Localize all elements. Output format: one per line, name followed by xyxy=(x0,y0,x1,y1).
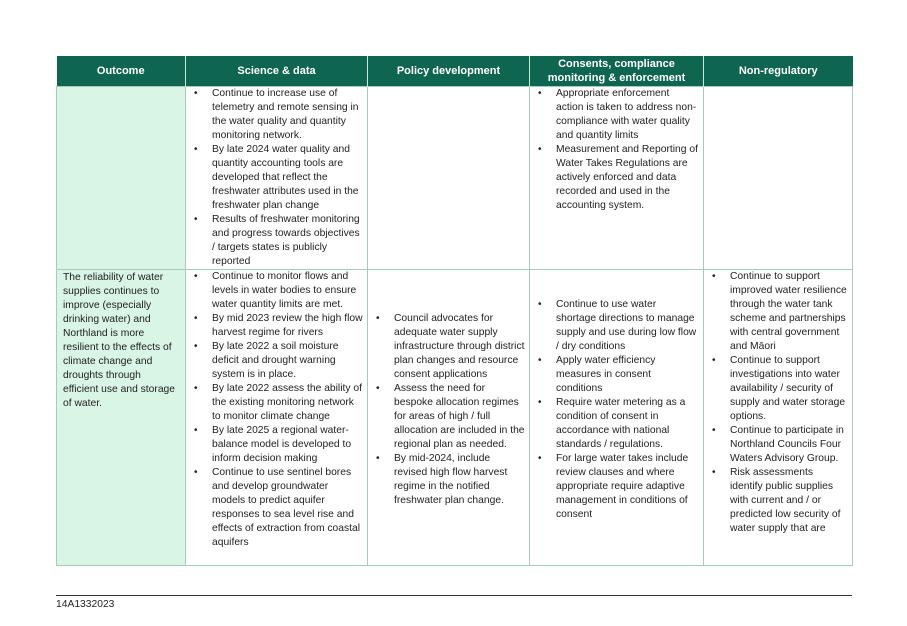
outcome-cell xyxy=(57,87,186,270)
science-data-list xyxy=(186,270,367,550)
header-science-data: Science & data xyxy=(186,56,368,87)
science-data-cell xyxy=(186,87,368,270)
outcomes-table xyxy=(56,56,853,566)
list-item: • Continue to monitor flows and levels in water bodies to ensure water quantity limits are met. xyxy=(192,270,363,312)
header-consents-compliance: Consents, compliance monitoring & enforcement xyxy=(530,56,704,87)
list-item: • Continue to support improved water resilience through the water tank scheme and partnerships with central government and Māori xyxy=(710,270,848,354)
list-item: • By mid 2023 review the high flow harvest regime for rivers xyxy=(192,312,363,340)
list-item: • Continue to participate in Northland Councils Four Waters Advisory Group. xyxy=(710,424,848,466)
outcome-text xyxy=(57,87,185,88)
consents-compliance-list xyxy=(530,87,703,213)
footer-divider xyxy=(56,595,852,596)
list-item: • By mid-2024, include revised high flow harvest regime in the notified freshwater plan change. xyxy=(374,452,525,508)
list-item: • For large water takes include review clauses and where appropriate require adaptive management in conditions of consent xyxy=(536,452,699,522)
table-row xyxy=(57,87,853,270)
list-item: • By late 2022 assess the ability of the existing monitoring network to monitor climate change xyxy=(192,382,363,424)
policy-development-list xyxy=(368,270,529,508)
list-item: • Continue to support investigations into water availability / security of supply and water storage options. xyxy=(710,354,848,424)
science-data-list xyxy=(186,87,367,269)
header-row xyxy=(57,56,853,87)
header-outcome: Outcome xyxy=(57,56,186,87)
list-item: • Risk assessments identify public supplies with current and / or predicted low security of water supply that are xyxy=(710,466,848,536)
document-reference: 14A1332023 xyxy=(56,599,115,610)
list-item: • By late 2024 water quality and quantity accounting tools are developed that reflect the freshwater attributes used in the freshwater plan change xyxy=(192,143,363,213)
policy-development-cell xyxy=(368,87,530,270)
list-item: • Measurement and Reporting of Water Takes Regulations are actively enforced and data recorded and used in the accounting system. xyxy=(536,143,699,213)
list-item: • Require water metering as a condition of consent in accordance with national standards / regulations. xyxy=(536,396,699,452)
list-item: • Continue to increase use of telemetry and remote sensing in the water quality and quantity monitoring network. xyxy=(192,87,363,143)
table-row xyxy=(57,270,853,566)
outcome-text: The reliability of water supplies continues to improve (especially drinking water) and Northland is more resilient to the effects of climate change and droughts through efficient use and storage of water. xyxy=(63,272,176,409)
non-regulatory-cell xyxy=(704,87,853,270)
list-item: • By late 2025 a regional water-balance model is developed to inform decision making xyxy=(192,424,363,466)
list-item: • Results of freshwater monitoring and progress towards objectives / targets states is publicly reported xyxy=(192,213,363,269)
outcome-cell xyxy=(57,270,186,566)
list-item: • Assess the need for bespoke allocation regimes for areas of high / full allocation are included in the regional plan as needed. xyxy=(374,382,525,452)
consents-compliance-cell xyxy=(530,270,704,566)
header-policy-development: Policy development xyxy=(368,56,530,87)
list-item: • Appropriate enforcement action is taken to address non-compliance with water quality and quantity limits xyxy=(536,87,699,143)
consents-compliance-cell xyxy=(530,87,704,270)
non-regulatory-list xyxy=(704,270,852,536)
non-regulatory-cell xyxy=(704,270,853,566)
list-item: • Continue to use water shortage directions to manage supply and use during low flow / dry conditions xyxy=(536,298,699,354)
list-item: • Continue to use sentinel bores and develop groundwater models to predict aquifer responses to sea level rise and effects of extraction from coastal aquifers xyxy=(192,466,363,550)
list-item: • By late 2022 a soil moisture deficit and drought warning system is in place. xyxy=(192,340,363,382)
list-item: • Council advocates for adequate water supply infrastructure through district plan changes and resource consent applications xyxy=(374,312,525,382)
science-data-cell xyxy=(186,270,368,566)
header-non-regulatory: Non-regulatory xyxy=(704,56,853,87)
policy-development-cell xyxy=(368,270,530,566)
consents-compliance-list xyxy=(530,270,703,522)
list-item: • Apply water efficiency measures in consent conditions xyxy=(536,354,699,396)
